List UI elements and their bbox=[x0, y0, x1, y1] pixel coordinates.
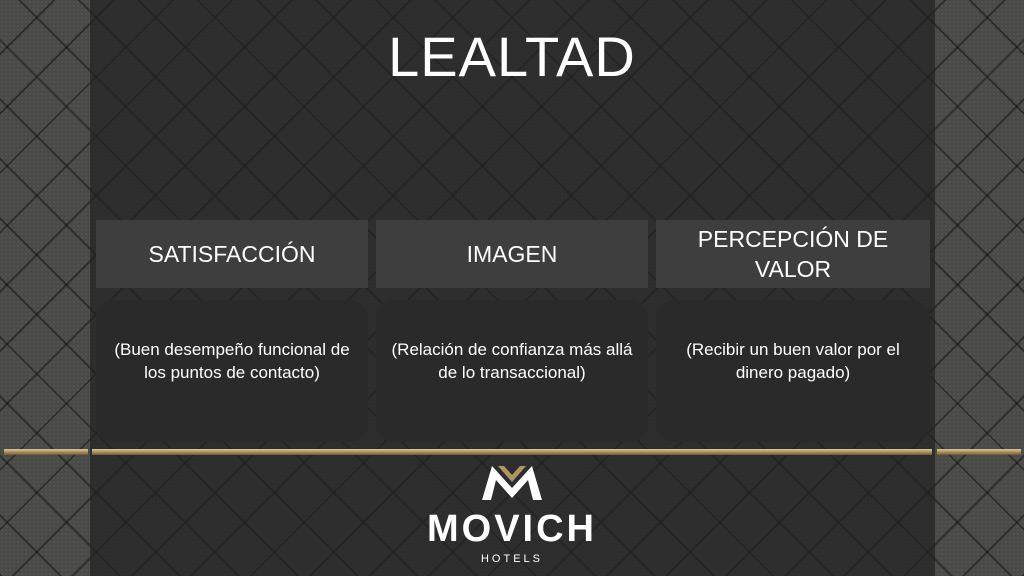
description-percepcion-de-valor: (Recibir un buen valor por el dinero pagado) bbox=[656, 300, 930, 442]
gold-divider-left bbox=[4, 449, 88, 455]
header-imagen: IMAGEN bbox=[376, 220, 648, 288]
slide-title: LEALTAD bbox=[388, 25, 636, 88]
description-satisfaccion: (Buen desempeño funcional de los puntos de contacto) bbox=[96, 300, 368, 442]
gold-divider-right bbox=[937, 449, 1021, 455]
gold-divider-center bbox=[92, 449, 932, 455]
header-satisfaccion: SATISFACCIÓN bbox=[96, 220, 368, 288]
movich-mm-logo-icon bbox=[482, 462, 542, 504]
brand-name: MOVICH bbox=[427, 508, 597, 550]
header-percepcion-de-valor: PERCEPCIÓN DE VALOR bbox=[656, 220, 930, 288]
brand-subtitle: HOTELS bbox=[480, 553, 543, 565]
description-imagen: (Relación de confianza más allá de lo transaccional) bbox=[376, 300, 648, 442]
